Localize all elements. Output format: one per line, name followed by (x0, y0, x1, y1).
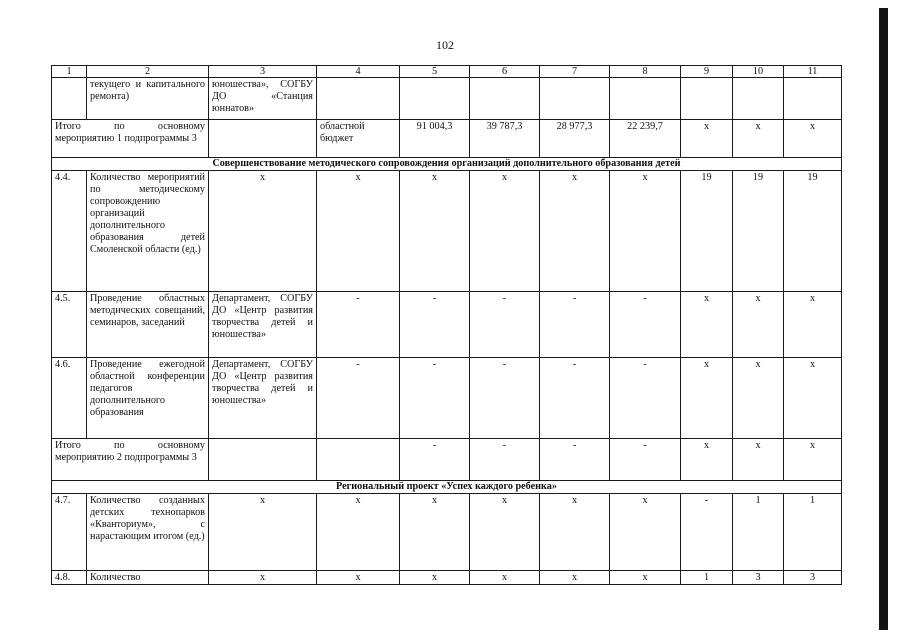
executor: х (209, 571, 317, 585)
value-cell: х (733, 358, 784, 439)
funding-source: х (317, 494, 400, 571)
row-number: 4.4. (52, 171, 87, 292)
row-number: 4.8. (52, 571, 87, 585)
value-cell: х (400, 171, 470, 292)
executor (209, 120, 317, 158)
value-cell: х (540, 571, 610, 585)
value-cell: х (610, 171, 681, 292)
value-cell: - (470, 439, 540, 481)
value-cell: - (400, 292, 470, 358)
total-row (52, 439, 842, 481)
section-title: Региональный проект «Успех каждого ребенка» (52, 481, 842, 494)
column-header: 11 (784, 66, 842, 78)
total-label: Итого по основному мероприятию 1 подпрограммы 3 (52, 120, 209, 158)
value-cell: х (681, 358, 733, 439)
executor: Департамент, СОГБУ ДО «Центр развития творчества детей и юношества» (209, 358, 317, 439)
value-cell: - (610, 358, 681, 439)
column-header: 5 (400, 66, 470, 78)
value-cell (540, 78, 610, 120)
value-cell: х (681, 292, 733, 358)
executor: х (209, 171, 317, 292)
table-row (52, 78, 842, 120)
indicator-name: Количество мероприятий по методическому сопровождению организаций дополнительного образования детей Смоленской области (ед.) (87, 171, 209, 292)
value-cell: - (610, 439, 681, 481)
row-number: 4.5. (52, 292, 87, 358)
value-cell: х (470, 171, 540, 292)
section-title: Совершенствование методического сопровождения организаций дополнительного образования детей (52, 158, 842, 171)
value-cell: х (733, 292, 784, 358)
column-header: 7 (540, 66, 610, 78)
funding-source: х (317, 571, 400, 585)
value-cell (470, 78, 540, 120)
value-cell: 1 (681, 571, 733, 585)
row-number (52, 78, 87, 120)
executor: юношества», СОГБУ ДО «Станция юннатов» (209, 78, 317, 120)
funding-source: х (317, 171, 400, 292)
value-cell: х (784, 292, 842, 358)
value-cell: - (681, 494, 733, 571)
value-cell: х (400, 571, 470, 585)
column-header: 3 (209, 66, 317, 78)
executor (209, 439, 317, 481)
value-cell: х (784, 120, 842, 158)
value-cell: х (681, 439, 733, 481)
column-header: 8 (610, 66, 681, 78)
value-cell: х (540, 171, 610, 292)
table-row (52, 292, 842, 358)
funding-source: - (317, 292, 400, 358)
value-cell: 1 (733, 494, 784, 571)
funding-source: областной бюджет (317, 120, 400, 158)
executor: х (209, 494, 317, 571)
value-cell: - (540, 292, 610, 358)
page-number: 102 (436, 38, 454, 52)
column-header: 1 (52, 66, 87, 78)
value-cell: 19 (733, 171, 784, 292)
value-cell: - (540, 358, 610, 439)
table-row (52, 494, 842, 571)
value-cell: х (733, 439, 784, 481)
column-header: 4 (317, 66, 400, 78)
funding-source (317, 439, 400, 481)
row-number: 4.6. (52, 358, 87, 439)
value-cell: 19 (784, 171, 842, 292)
value-cell: - (610, 292, 681, 358)
value-cell: х (784, 439, 842, 481)
value-cell: х (784, 358, 842, 439)
program-table (51, 65, 842, 585)
value-cell: х (610, 571, 681, 585)
column-header: 9 (681, 66, 733, 78)
value-cell: х (470, 571, 540, 585)
value-cell (610, 78, 681, 120)
value-cell: - (400, 358, 470, 439)
value-cell (784, 78, 842, 120)
indicator-name: текущего и капитального ремонта) (87, 78, 209, 120)
indicator-name: Проведение ежегодной областной конференции педагогов дополнительного образования (87, 358, 209, 439)
executor: Департамент, СОГБУ ДО «Центр развития творчества детей и юношества» (209, 292, 317, 358)
scan-edge-bar (879, 8, 888, 630)
value-cell: - (470, 358, 540, 439)
section-row (52, 158, 842, 171)
value-cell: 39 787,3 (470, 120, 540, 158)
section-row (52, 481, 842, 494)
column-header: 6 (470, 66, 540, 78)
value-cell: - (540, 439, 610, 481)
value-cell (400, 78, 470, 120)
value-cell (681, 78, 733, 120)
value-cell: х (400, 494, 470, 571)
value-cell: 91 004,3 (400, 120, 470, 158)
indicator-name: Количество (87, 571, 209, 585)
value-cell (733, 78, 784, 120)
value-cell: 22 239,7 (610, 120, 681, 158)
table-row (52, 358, 842, 439)
value-cell: х (733, 120, 784, 158)
table-row (52, 571, 842, 585)
row-number: 4.7. (52, 494, 87, 571)
value-cell: 28 977,3 (540, 120, 610, 158)
value-cell: 3 (784, 571, 842, 585)
value-cell: х (470, 494, 540, 571)
value-cell: - (400, 439, 470, 481)
value-cell: 3 (733, 571, 784, 585)
value-cell: х (540, 494, 610, 571)
indicator-name: Количество созданных детских технопарков «Кванториум», с нарастающим итогом (ед.) (87, 494, 209, 571)
funding-source (317, 78, 400, 120)
column-header-row (52, 66, 842, 78)
total-label: Итого по основному мероприятию 2 подпрограммы 3 (52, 439, 209, 481)
value-cell: х (681, 120, 733, 158)
table-row (52, 171, 842, 292)
indicator-name: Проведение областных методических совещаний, семинаров, заседаний (87, 292, 209, 358)
value-cell: 19 (681, 171, 733, 292)
funding-source: - (317, 358, 400, 439)
total-row (52, 120, 842, 158)
value-cell: 1 (784, 494, 842, 571)
value-cell: х (610, 494, 681, 571)
column-header: 2 (87, 66, 209, 78)
value-cell: - (470, 292, 540, 358)
column-header: 10 (733, 66, 784, 78)
